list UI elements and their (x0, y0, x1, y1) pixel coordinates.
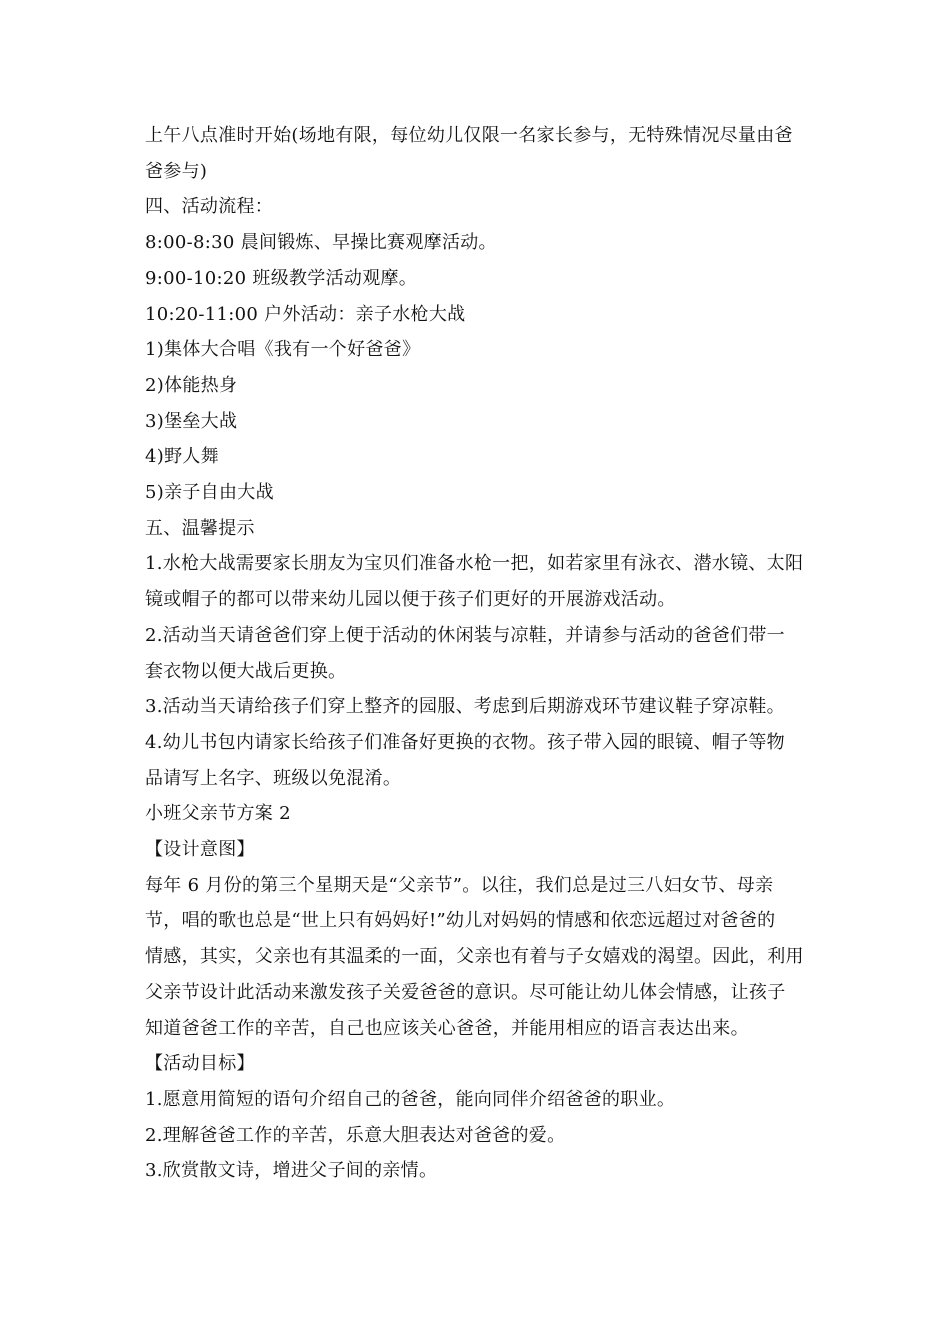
tip-line: 3.活动当天请给孩子们穿上整齐的园服、考虑到后期游戏环节建议鞋子穿凉鞋。 (145, 696, 785, 718)
document-page (145, 118, 810, 1189)
section-heading: 四、活动流程： (145, 196, 274, 218)
tip-line: 品请写上名字、班级以免混淆。 (145, 767, 402, 789)
list-item: 2)体能热身 (145, 374, 238, 396)
list-item: 1)集体大合唱《我有一个好爸爸》 (145, 339, 421, 361)
list-item: 5)亲子自由大战 (145, 482, 274, 504)
tip-line: 2.活动当天请爸爸们穿上便于活动的休闲装与凉鞋，并请参与活动的爸爸们带一 (145, 624, 785, 646)
tip-line: 套衣物以便大战后更换。 (145, 660, 347, 682)
list-item: 4)野人舞 (145, 446, 219, 468)
paragraph-line: 父亲节设计此活动来激发孩子关爱爸爸的意识。尽可能让幼儿体会情感，让孩子 (145, 981, 786, 1003)
section-heading: 五、温馨提示 (145, 517, 255, 539)
schedule-item: 8:00-8:30 晨间锻炼、早操比赛观摩活动。 (145, 232, 497, 254)
plan-title: 小班父亲节方案 2 (145, 803, 291, 825)
goal-item: 2.理解爸爸工作的辛苦，乐意大胆表达对爸爸的爱。 (145, 1124, 566, 1146)
schedule-item: 9:00-10:20 班级教学活动观摩。 (145, 267, 418, 289)
tip-line: 镜或帽子的都可以带来幼儿园以便于孩子们更好的开展游戏活动。 (145, 589, 676, 611)
text-line: 爸参与) (145, 160, 208, 182)
paragraph-line: 节，唱的歌也总是“世上只有妈妈好!”幼儿对妈妈的情感和依恋远超过对爸爸的 (145, 910, 776, 932)
paragraph-line: 每年 6 月份的第三个星期天是“父亲节”。以往，我们总是过三八妇女节、母亲 (145, 874, 774, 896)
tip-line: 4.幼儿书包内请家长给孩子们准备好更换的衣物。孩子带入园的眼镜、帽子等物 (145, 731, 785, 753)
paragraph-line: 知道爸爸工作的辛苦，自己也应该关心爸爸，并能用相应的语言表达出来。 (145, 1017, 749, 1039)
section-heading: 【活动目标】 (145, 1053, 255, 1075)
list-item: 3)堡垒大战 (145, 410, 238, 432)
schedule-item: 10:20-11:00 户外活动：亲子水枪大战 (145, 303, 466, 325)
text-line: 上午八点准时开始(场地有限，每位幼儿仅限一名家长参与，无特殊情况尽量由爸 (145, 125, 793, 146)
tip-line: 1.水枪大战需要家长朋友为宝贝们准备水枪一把，如若家里有泳衣、潜水镜、太阳 (145, 553, 804, 575)
paragraph-line: 情感，其实，父亲也有其温柔的一面，父亲也有着与子女嬉戏的渴望。因此，利用 (145, 946, 804, 968)
goal-item: 3.欣赏散文诗，增进父子间的亲情。 (145, 1160, 438, 1182)
goal-item: 1.愿意用简短的语句介绍自己的爸爸，能向同伴介绍爸爸的职业。 (145, 1088, 676, 1110)
section-heading: 【设计意图】 (145, 839, 255, 861)
